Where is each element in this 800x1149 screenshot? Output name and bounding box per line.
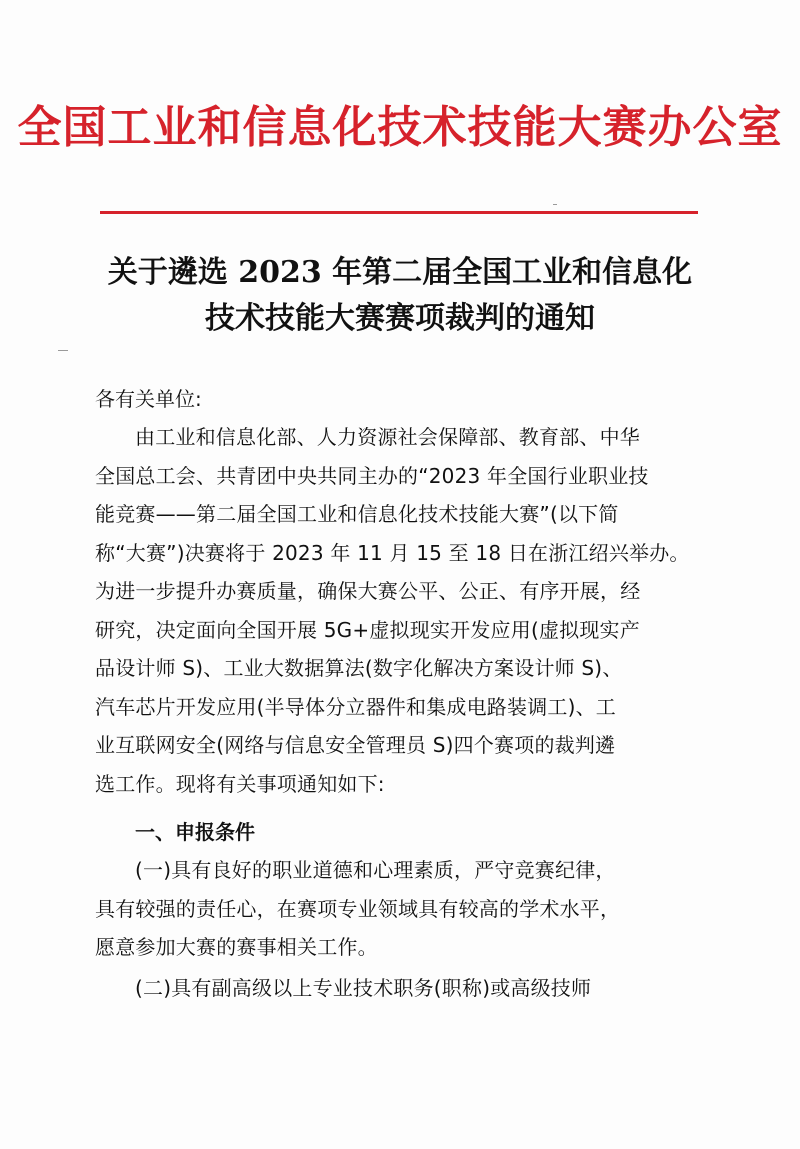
paragraph-2-line: 愿意参加大赛的赛事相关工作。 bbox=[95, 935, 378, 959]
paragraph-1-line: 汽车芯片开发应用(半导体分立器件和集成电路装调工)、工 bbox=[95, 694, 617, 719]
paragraph-1-line: 称“大赛”)决赛将于 2023 年 11 月 15 至 18 日在浙江绍兴举办。 bbox=[95, 540, 690, 565]
paragraph-1-line: 全国总工会、共青团中央共同主办的“2023 年全国行业职业技 bbox=[95, 463, 649, 488]
paragraph-1-line: 选工作。现将有关事项通知如下: bbox=[95, 771, 385, 796]
organization-header: 全国工业和信息化技术技能大赛办公室 bbox=[17, 102, 783, 153]
paragraph-1-line: 由工业和信息化部、人力资源社会保障部、教育部、中华 bbox=[135, 425, 640, 449]
paragraph-1-line: 品设计师 S)、工业大数据算法(数字化解决方案设计师 S)、 bbox=[95, 656, 623, 680]
scan-speck bbox=[58, 350, 68, 351]
paragraph-2 bbox=[95, 851, 695, 967]
title-line-2: 技术技能大赛赛项裁判的通知 bbox=[205, 301, 595, 336]
header-divider bbox=[100, 211, 698, 214]
paragraph-2-line: 具有较强的责任心，在赛项专业领域具有较高的学术水平， bbox=[95, 896, 621, 921]
section-heading-1: 一、申报条件 bbox=[135, 820, 255, 844]
paragraph-1-line: 能竞赛——第二届全国工业和信息化技术技能大赛”(以下简 bbox=[95, 502, 619, 526]
title-line-1: 关于遴选 2023 年第二届全国工业和信息化 bbox=[107, 255, 693, 290]
document-title bbox=[60, 250, 740, 342]
paragraph-3 bbox=[95, 969, 695, 1008]
paragraph-2-line: (一)具有良好的职业道德和心理素质，严守竞赛纪律， bbox=[135, 858, 616, 882]
paragraph-1-line: 研究，决定面向全国开展 5G+虚拟现实开发应用(虚拟现实产 bbox=[95, 617, 640, 642]
salutation: 各有关单位: bbox=[95, 387, 202, 411]
paragraph-1-line: 为进一步提升办赛质量，确保大赛公平、公正、有序开展，经 bbox=[95, 579, 641, 603]
paragraph-1 bbox=[95, 418, 695, 803]
scan-speck bbox=[553, 204, 557, 205]
paragraph-1-line: 业互联网安全(网络与信息安全管理员 S)四个赛项的裁判遴 bbox=[95, 733, 616, 757]
paragraph-3-line: (二)具有副高级以上专业技术职务(职称)或高级技师 bbox=[135, 976, 592, 1000]
